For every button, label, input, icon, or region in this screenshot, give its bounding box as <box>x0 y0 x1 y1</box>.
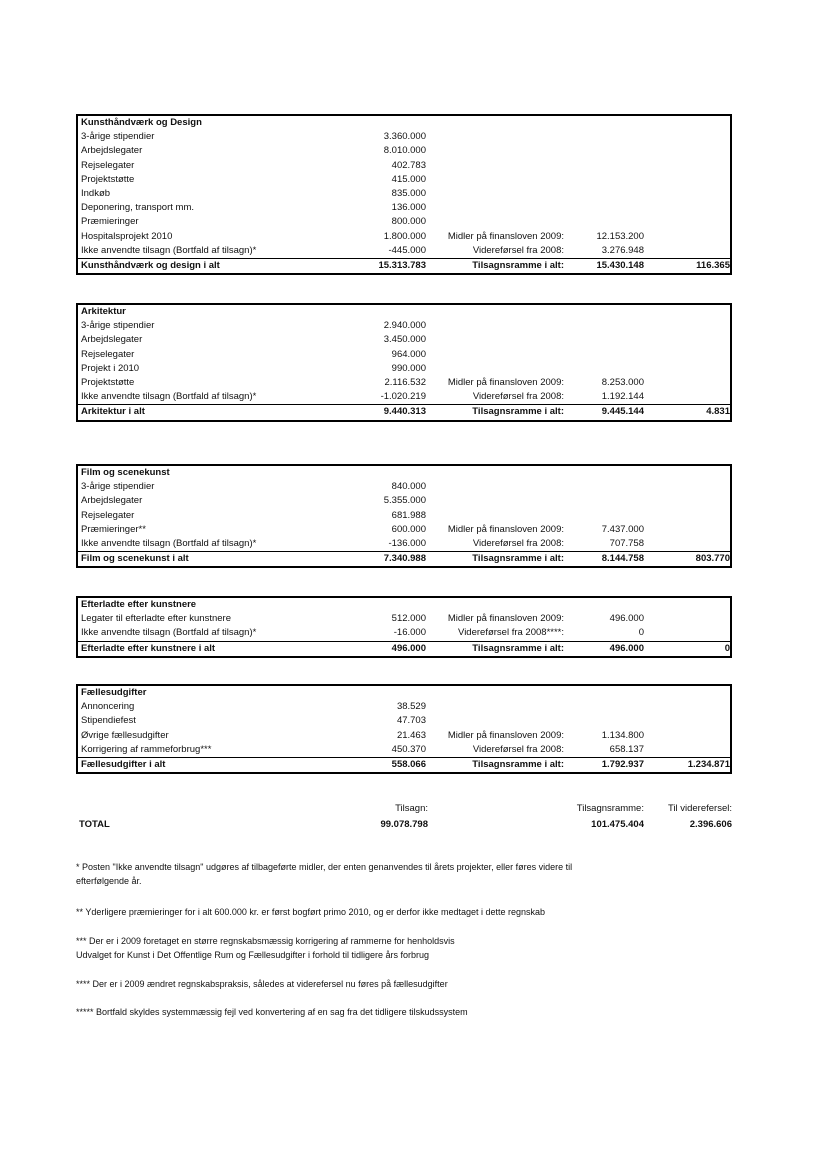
section-total-row: Film og scenekunst i alt 7.340.988 Tilsagnsramme i alt: 8.144.758 803.770 <box>78 551 730 566</box>
footnote-1: * Posten "Ikke anvendte tilsagn" udgøres af tilbageførte midler, der enten genanvendes til årets projekter, eller føres videre til efterfølgende år. <box>76 862 573 886</box>
table-row: Arbejdslegater 8.010.000 <box>81 145 426 157</box>
table-row: Korrigering af rammeforbrug*** 450.370 Videreførsel fra 2008: 658.137 <box>81 743 644 755</box>
table-row: Projektstøtte 415.000 <box>81 173 426 185</box>
table-row: Arbejdslegater 5.355.000 <box>81 495 426 507</box>
section-title: Kunsthåndværk og Design <box>81 117 202 128</box>
footnote-3: *** Der er i 2009 foretaget en større regnskabsmæssig korrigering af rammerne for henholdsvis Udvalget for Kunst i Det Offentlige Rum og Fællesudgifter i forhold til tidligere års forbrug <box>76 936 455 960</box>
section-arkitektur <box>76 303 732 422</box>
table-row: Ikke anvendte tilsagn (Bortfald af tilsagn)* -445.000 Videreførsel fra 2008: 3.276.948 <box>81 244 644 256</box>
section-kunsthaandvaerk <box>76 114 732 275</box>
grand-total-label: TOTAL <box>79 819 110 830</box>
tilsagn-header: Tilsagn: <box>395 803 428 814</box>
table-row: Legater til efterladte efter kunstnere 512.000 Midler på finansloven 2009: 496.000 <box>81 613 644 625</box>
section-total-row: Fællesudgifter i alt 558.066 Tilsagnsramme i alt: 1.792.937 1.234.871 <box>78 757 730 772</box>
table-row: Annoncering 38.529 <box>81 701 426 713</box>
tilsagn-value: 99.078.798 <box>380 819 428 830</box>
table-row: Ikke anvendte tilsagn (Bortfald af tilsagn)* -136.000 Videreførsel fra 2008: 707.758 <box>81 537 644 549</box>
section-total-row: Arkitektur i alt 9.440.313 Tilsagnsramme i alt: 9.445.144 4.831 <box>78 404 730 419</box>
videre-header: Til viderefersel: <box>667 803 732 814</box>
table-row: Præmieringer** 600.000 Midler på finansloven 2009: 7.437.000 <box>81 523 644 535</box>
table-row: Projekt i 2010 990.000 <box>81 362 426 374</box>
table-row: 3-årige stipendier 3.360.000 <box>81 131 426 143</box>
section-total-row: Kunsthåndværk og design i alt 15.313.783 Tilsagnsramme i alt: 15.430.148 116.365 <box>78 258 730 273</box>
table-row: 3-årige stipendier 2.940.000 <box>81 320 426 332</box>
section-title: Film og scenekunst <box>81 467 170 478</box>
section-total-row: Efterladte efter kunstnere i alt 496.000 Tilsagnsramme i alt: 496.000 0 <box>78 641 730 656</box>
table-row: Rejselegater 681.988 <box>81 509 426 521</box>
grand-total <box>76 803 736 837</box>
table-row: Rejselegater 402.783 <box>81 159 426 171</box>
footnote-2: ** Yderligere præmieringer for i alt 600.000 kr. er først bogført primo 2010, og er derfor ikke medtaget i dette regnskab <box>76 907 546 917</box>
footnote-4: **** Der er i 2009 ændret regnskabspraksis, således at viderefersel nu føres på fællesudgifter <box>76 979 448 989</box>
table-row: Hospitalsprojekt 2010 1.800.000 Midler på finansloven 2009: 12.153.200 <box>81 230 644 242</box>
table-row: Ikke anvendte tilsagn (Bortfald af tilsagn)* -1.020.219 Videreførsel fra 2008: 1.192.144 <box>81 391 644 403</box>
table-row: Ikke anvendte tilsagn (Bortfald af tilsagn)* -16.000 Videreførsel fra 2008****: 0 <box>81 627 644 639</box>
table-row: 3-årige stipendier 840.000 <box>81 481 426 493</box>
section-film-scenekunst <box>76 464 732 568</box>
section-faellesudgifter <box>76 684 732 774</box>
table-row: Rejselegater 964.000 <box>81 348 426 360</box>
section-title: Efterladte efter kunstnere <box>81 599 197 610</box>
section-title: Fællesudgifter <box>81 687 147 698</box>
table-row: Projektstøtte 2.116.532 Midler på finansloven 2009: 8.253.000 <box>81 376 644 388</box>
ramme-value: 101.475.404 <box>591 819 644 830</box>
section-title: Arkitektur <box>81 306 126 317</box>
table-row: Øvrige fællesudgifter 21.463 Midler på finansloven 2009: 1.134.800 <box>81 729 644 741</box>
footnote-5: ***** Bortfald skyldes systemmæssig fejl ved konvertering af en sag fra det tidligere tilskudssystem <box>76 1007 468 1017</box>
ramme-header: Tilsagnsramme: <box>576 803 644 814</box>
section-efterladte <box>76 596 732 658</box>
table-row: Deponering, transport mm. 136.000 <box>81 202 426 214</box>
table-row: Stipendiefest 47.703 <box>81 715 426 727</box>
table-row: Indkøb 835.000 <box>81 187 426 199</box>
videre-value: 2.396.606 <box>689 819 732 830</box>
table-row: Arbejdslegater 3.450.000 <box>81 334 426 346</box>
table-row: Præmieringer 800.000 <box>81 216 426 228</box>
